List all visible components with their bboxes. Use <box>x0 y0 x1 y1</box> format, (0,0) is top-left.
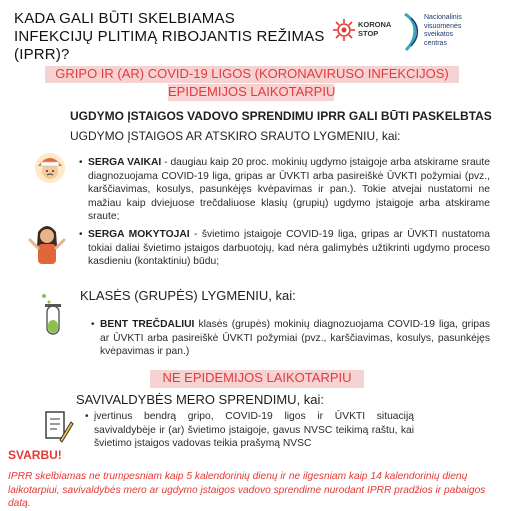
title-line-3: (IPRR)? <box>14 46 70 63</box>
sick-child-icon <box>34 152 66 184</box>
children-bullet: • SERGA VAIKAI - daugiau kaip 20 proc. mokinių ugdymo įstaigoje arba atskirame sraute diagnozuojama COVID-19 liga, gripas ar ŪVKTI arba pasireiškė ŪVKTI požymiai (pvz., karščiavimas, kosulys, pasunkėjęs kvėpavimas ir pan.). Tokie atvejai nustatomi ne mažiau kaip dviejuose trečdaliuose klasių (grupių) ugdymo įstaigoje arba atskirame sraute; <box>79 157 490 223</box>
class-label: BENT TREČDALIUI <box>100 319 195 330</box>
korona-line-1: KORONA <box>358 20 392 29</box>
nvsc-line-1: Nacionalinis <box>424 14 462 21</box>
epidemic-band-line-2: EPIDEMIJOS LAIKOTARPIU <box>168 84 336 99</box>
teachers-text: - švietimo įstaigoje COVID-19 liga, gripas ar ŪVKTI nustatoma tokiai daliai švietimo įstaigos darbuotojų, kad nėra galimybės užtikrinti ugdymo proceso kasdieniu (kontaktiniu) būdu; <box>88 229 490 268</box>
nvsc-logo <box>402 12 502 58</box>
korona-stop-virus-icon <box>332 18 356 42</box>
epidemic-band-line-1: GRIPO IR (AR) COVID-19 LIGOS (KORONAVIRUSO INFEKCIJOS) <box>45 66 459 83</box>
children-text: - daugiau kaip 20 proc. mokinių ugdymo įstaigoje arba atskirame sraute diagnozuojama COVID-19 liga, gripas ar ŪVKTI arba pasireiškė ŪVKTI požymiai (pvz., karščiavimas, kosulys, pasunkėjęs kvėpavimas ir pan.). Tokie atvejai nustatomi ne mažiau kaip dviejuose trečdaliuose klasių (grupių) ugdymo įstaigoje arba atskirame sraute; <box>88 157 490 223</box>
title-line-2: INFEKCIJŲ PLITIMĄ RIBOJANTIS REŽIMAS <box>14 28 325 45</box>
school-section-heading: UGDYMO ĮSTAIGOS VADOVO SPRENDIMU IPRR GALI BŪTI PASKELBTAS <box>70 109 492 123</box>
page-title <box>14 10 325 64</box>
school-section-subheading: UGDYMO ĮSTAIGOS AR ATSKIRO SRAUTO LYGMENIU, kai: <box>70 129 401 143</box>
municipality-section-heading: SAVIVALDYBĖS MERO SPRENDIMU, kai: <box>76 392 325 407</box>
teacher-icon <box>28 222 66 266</box>
teachers-label: SERGA MOKYTOJAI <box>88 229 190 240</box>
class-bullet: • BENT TREČDALIUI klasės (grupės) mokinių diagnozuojama COVID-19 liga, gripas ar ŪVKTI arba pasireiškė ŪVKTI požymiai (pvz., karščiavimas, kosulys, pasunkėjęs kvėpavimas ir pan.) <box>91 319 490 358</box>
korona-stop-logo <box>332 16 398 48</box>
document-pen-icon <box>44 410 74 446</box>
nvsc-line-4: centras <box>424 39 447 47</box>
non-epidemic-band: NE EPIDEMIJOS LAIKOTARPIU <box>150 370 364 388</box>
teachers-bullet: • SERGA MOKYTOJAI - švietimo įstaigoje COVID-19 liga, gripas ar ŪVKTI nustatoma tokiai daliai švietimo įstaigos darbuotojų, kad nėra galimybės užtikrinti ugdymo proceso kasdieniu (kontaktiniu) būdu; <box>79 229 490 268</box>
nvsc-wave-icon <box>402 12 422 52</box>
title-line-1: KADA GALI BŪTI SKELBIAMAS <box>14 10 235 27</box>
children-label: SERGA VAIKAI <box>88 157 162 168</box>
class-section-heading: KLASĖS (GRUPĖS) LYGMENIU, kai: <box>80 288 296 303</box>
municipality-bullet: • įvertinus bendrą gripo, COVID-19 ligos ir ŪVKTI situaciją savivaldybėje ir (ar) švietimo įstaigoje, gavus NVSC teikimą raštu, kai švietimo įstaigos vadovas teikia prašymą NVSC <box>85 411 414 450</box>
test-tube-icon <box>38 290 68 338</box>
important-label: SVARBU! <box>8 448 62 462</box>
nvsc-line-2: visuomenės <box>424 22 462 30</box>
class-text: klasės (grupės) mokinių diagnozuojama COVID-19 liga, gripas ar ŪVKTI arba pasireiškė ŪVKTI požymiai (pvz., karščiavimas, kosulys, pasunkėjęs kvėpavimas ir pan.) <box>100 319 490 358</box>
nvsc-line-3: sveikatos <box>424 31 454 38</box>
footnote: IPRR skelbiamas ne trumpesniam kaip 5 kalendorinių dienų ir ne ilgesniam kaip 14 kalendorinių dienų laikotarpiui, savivaldybės mero ar ugdymo įstaigos vadovo sprendime nurodant IPRR pradžios ir pabaigos datą. <box>8 471 486 509</box>
korona-line-2: STOP <box>358 29 379 38</box>
municipality-text: įvertinus bendrą gripo, COVID-19 ligos ir ŪVKTI situaciją savivaldybėje ir (ar) švietimo įstaigoje, gavus NVSC teikimą raštu, kai švietimo įstaigos vadovas teikia prašymą NVSC <box>94 411 414 450</box>
